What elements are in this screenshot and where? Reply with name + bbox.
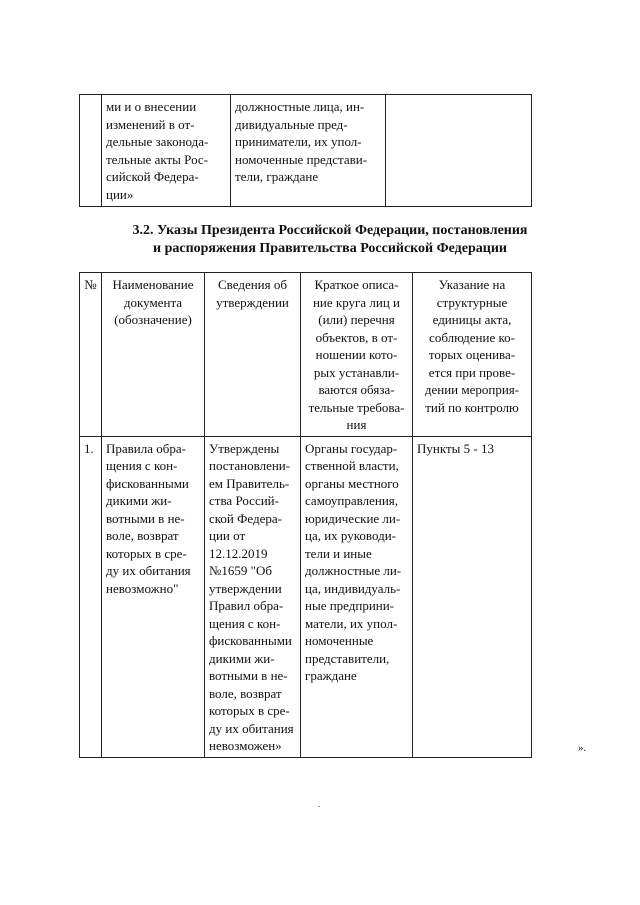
closing-quote-mark: ». bbox=[578, 742, 587, 754]
row-approval-info: Утверждены постановлени- ем Правитель- ства Россий- ской Федера- ции от 12.12.2019 №1659 "Об утверждении Правил обра- щения с кон- фискованными дикими жи- вотными в не- воле, возврат которых в сре- ду их обитания невозможен» bbox=[205, 436, 301, 757]
table-header-row bbox=[80, 273, 532, 437]
header-document-name: Наименование документа (обозначение) bbox=[102, 273, 205, 437]
header-subjects-description: Краткое описа- ние круга лиц и (или) перечня объектов, в от- ношении кото- рых устанавли- ваются обяза- тельные требова- ния bbox=[301, 273, 413, 437]
page-artifact-dot bbox=[318, 806, 320, 807]
continuation-table bbox=[79, 94, 532, 207]
header-structural-units: Указание на структурные единицы акта, соблюдение ко- торых оценива- ется при прове- дении мероприя- тий по контролю bbox=[413, 273, 532, 437]
header-approval-info: Сведения об утверждении bbox=[205, 273, 301, 437]
row-subjects: Органы государ- ственной власти, органы местного самоуправления, юридические ли- ца, их руководи- тели и иные должностные ли- ца, индивидуаль- ные предприни- матели, их упол- номоченные представители, граждане bbox=[301, 436, 413, 757]
row-structural-units: Пункты 5 - 13 bbox=[413, 436, 532, 757]
table-cell-structural-units bbox=[386, 95, 532, 207]
section-heading-line-2: и распоряжения Правительства Российской Федерации bbox=[153, 241, 507, 256]
table-row bbox=[80, 95, 532, 207]
table-cell-subjects: должностные лица, ин- дивидуальные пред- приниматели, их упол- номоченные представи- тели, граждане bbox=[231, 95, 386, 207]
table-row bbox=[80, 436, 532, 757]
row-document-name: Правила обра- щения с кон- фискованными дикими жи- вотными в не- воле, возврат которых в сре- ду их обитания невозможно" bbox=[102, 436, 205, 757]
table-cell-document-name: ми и о внесении изменений в от- дельные законода- тельные акты Рос- сийской Федера- ции» bbox=[102, 95, 231, 207]
table-cell-number bbox=[80, 95, 102, 207]
acts-table bbox=[79, 272, 532, 758]
header-number: № bbox=[80, 273, 102, 437]
section-heading-line-1: 3.2. Указы Президента Российской Федерации, постановления bbox=[132, 223, 528, 238]
section-heading bbox=[100, 222, 560, 258]
row-number: 1. bbox=[80, 436, 102, 757]
